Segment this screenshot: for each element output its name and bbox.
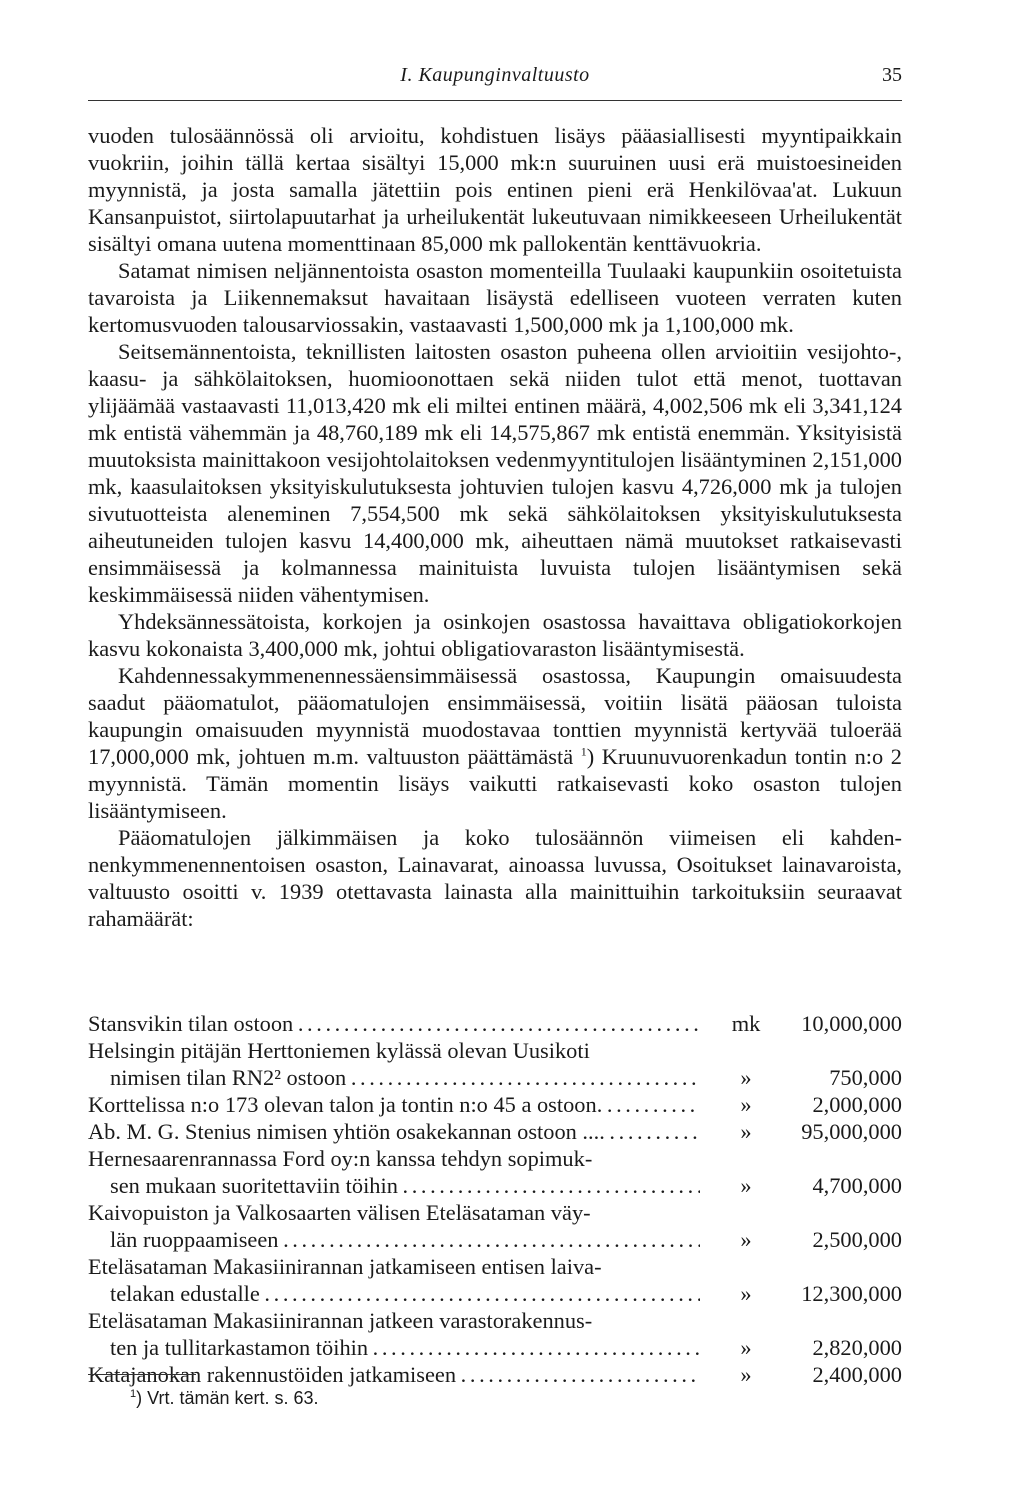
allocation-description: ten ja tullitarkastamon töihin . . . [110,1334,700,1361]
allocation-row [88,1226,902,1253]
allocation-list [88,1010,902,1388]
chapter-title: I. Kaupunginvaltuusto [400,64,590,86]
page-number: 35 [882,64,902,86]
paragraph-3: Seitsemännentoista, teknillisten laitosten osaston puheena ollen arvioitiin vesijohto-, kaasu- ja sähkölaitoksen, huomioonottaen sekä niiden tulot että menot, tuottavan ylijäämää vastaavasti 11,013,420 mk eli miltei entinen määrä, 4,002,506 mk eli 3,341,124 mk entistä vähemmän ja 48,760,189 mk eli 14,575,867 mk entistä enemmän. Yksityisistä muutoksista mainittakoon vesijohtolaitoksen vedenmyyntitulojen lisääntyminen 2,151,000 mk, kaasulaitoksen yksityiskulutuksesta johtuvien tulojen kasvu 4,726,000 mk ja tulojen sivutuotteista aleneminen 7,554,500 mk sekä sähkölaitoksen yksityiskulutuksesta aiheutuneiden tulojen kasvu 14,400,000 mk, aiheuttaen nämä muutokset ratkaisevasti ensimmäisessä ja kolmannessa mainituista luvuista tulojen lisääntymisen sekä keskimmäisessä niiden vähentymisen. [88,339,902,607]
allocation-description: Eteläsataman Makasiinirannan jatkeen varastorakennus- [88,1308,593,1333]
paragraph-5 [88,662,902,824]
allocation-description: Ab. M. G. Stenius nimisen yhtiön osakekannan ostoon .... . . . [88,1118,700,1145]
allocation-unit: » [740,1173,752,1198]
paragraph-2: Satamat nimisen neljännentoista osaston momenteilla Tuulaaki kaupunkiin osoitetuista tavaroista ja Liikennemaksut havaitaan lisäystä edelliseen vuoteen verraten kuten kertomusvuoden talousarviossakin, vastaavasti 1,500,000 mk ja 1,100,000 mk. [88,258,902,337]
allocation-amount: 2,000,000 [812,1092,902,1117]
paragraph-1: vuoden tulosäännössä oli arvioitu, kohdistuen lisäys pääasiallisesti myyntipaikkain vuokriin, joihin tällä kertaa sisältyi 15,000 mk:n suuruinen uusi erä muistoesineiden myynnistä, ja josta samalla jätettiin pois entinen pieni erä Henkilövaa'at. Lukuun Kansanpuistot, siirtolapuutarhat ja urheilukentät lukeutuvaan nimikkeeseen Urheilukentät sisältyi omana uutena momenttinaan 85,000 mk pallokentän kenttävuokria. [88,123,902,256]
allocation-unit: » [740,1335,752,1360]
allocation-amount: 2,400,000 [812,1362,902,1387]
allocation-unit: » [740,1065,752,1090]
allocation-row [88,1037,902,1064]
allocation-description: Stansvikin tilan ostoon . . . [88,1010,700,1037]
allocation-description: nimisen tilan RN2² ostoon . . . [110,1064,700,1091]
allocation-unit: » [740,1227,752,1252]
allocation-description: sen mukaan suoritettaviin töihin . . . [110,1172,700,1199]
allocation-description: telakan edustalle . . . [110,1280,700,1307]
allocation-row [88,1334,902,1361]
allocation-row [88,1064,902,1091]
allocation-unit: » [740,1362,752,1387]
allocation-amount: 2,500,000 [812,1227,902,1252]
footnote-rule [88,1374,196,1375]
allocation-description: Eteläsataman Makasiinirannan jatkamiseen entisen laiva- [88,1254,602,1279]
allocation-row [88,1199,902,1226]
body-text [88,122,902,932]
footnote [130,1388,319,1409]
allocation-amount: 12,300,000 [801,1281,902,1306]
allocation-row [88,1010,902,1037]
paragraph-5-text-a: Kahdennessakymmenennessäensimmäisessä osastossa, Kaupungin omaisuudesta saadut pääomatulot, pääomatulojen ensimmäisessä, voitiin lisätä pääosan tuloista kaupungin omaisuuden myynnistä muodostavaa tonttien myynnistä kertyvää tuloerää 17,000,000 mk, johtuen m.m. valtuuston päättämästä [88,663,902,769]
allocation-description: Korttelissa n:o 173 olevan talon ja tontin n:o 45 a ostoon. . . . [88,1091,700,1118]
allocation-description: län ruoppaamiseen . . . [110,1226,700,1253]
footnote-text: ) Vrt. tämän kert. s. 63. [136,1388,319,1408]
paragraph-5-text-b: ) Kruunuvuorenkadun tontin n:o 2 myynnistä. Tämän momentin lisäys vaikutti ratkaisevasti koko osaston tulojen lisääntymiseen. [88,744,902,823]
allocation-row [88,1307,902,1334]
allocation-description: Hernesaarenrannassa Ford oy:n kanssa tehdyn sopimuk- [88,1146,593,1171]
allocation-amount: 10,000,000 [801,1011,902,1036]
allocation-unit: » [740,1119,752,1144]
allocation-amount: 4,700,000 [812,1173,902,1198]
allocation-row [88,1118,902,1145]
allocation-unit: » [740,1281,752,1306]
running-header [88,64,902,101]
allocation-row [88,1091,902,1118]
allocation-row [88,1172,902,1199]
allocation-description: Katajanokan rakennustöiden jatkamiseen . . . [88,1361,700,1388]
footnote-reference: 1 [580,744,587,759]
paragraph-4: Yhdeksännessätoista, korkojen ja osinkojen osastossa havaittava obligatiokorkojen kasvu kokonaista 3,400,000 mk, johtui obligatiovaraston lisääntymisestä. [88,609,902,661]
allocation-amount: 2,820,000 [812,1335,902,1360]
allocation-amount: 95,000,000 [801,1119,902,1144]
allocation-row [88,1361,902,1388]
footnote-marker: 1 [130,1388,137,1400]
allocation-row [88,1253,902,1280]
paragraph-6: Pääomatulojen jälkimmäisen ja koko tulosäännön viimeisen eli kahdennenkymmenennentoisen osaston, Lainavarat, ainoassa luvussa, Osoitukset lainavaroista, valtuusto osoitti v. 1939 otettavasta lainasta alla mainittuihin tarkoituksiin seuraavat rahamäärät: [88,825,902,931]
allocation-description: Kaivopuiston ja Valkosaarten välisen Eteläsataman väy- [88,1200,591,1225]
allocation-amount: 750,000 [829,1065,902,1090]
allocation-unit: mk [731,1011,761,1036]
allocation-row [88,1145,902,1172]
allocation-description: Helsingin pitäjän Herttoniemen kylässä olevan Uusikoti [88,1038,590,1063]
allocation-row [88,1280,902,1307]
allocation-unit: » [740,1092,752,1117]
